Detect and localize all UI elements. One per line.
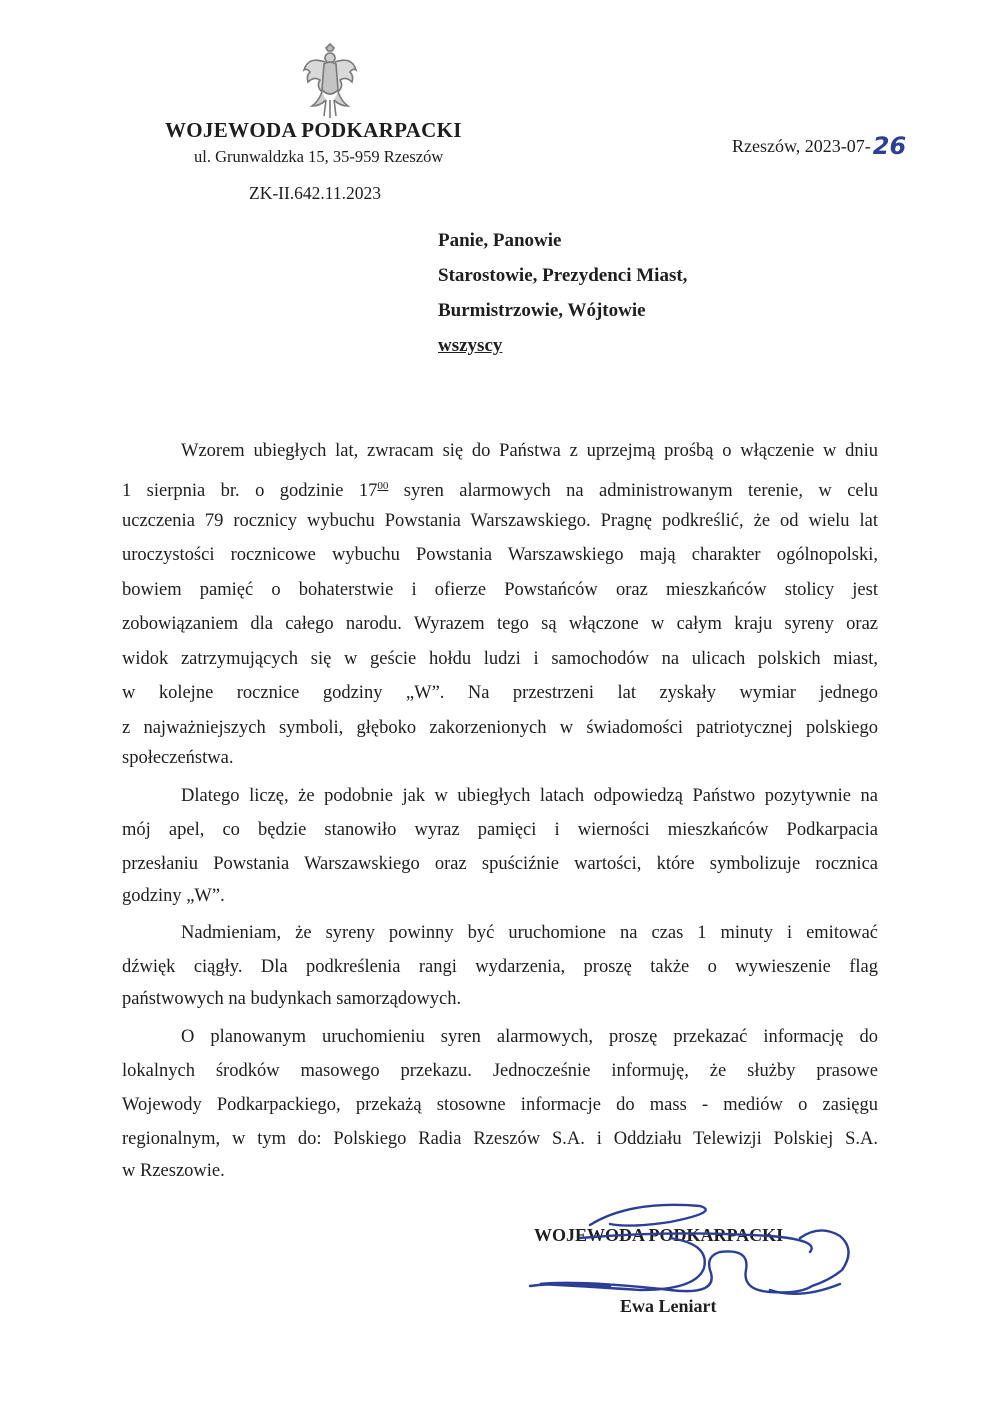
addressee-line: Starostowie, Prezydenci Miast, (438, 265, 688, 286)
letter-date (732, 130, 906, 158)
body-line: z najważniejszych symboli, głęboko zakorzenionych w świadomości patriotycznej polskiego (122, 718, 878, 738)
sender-address: ul. Grunwaldzka 15, 35-959 Rzeszów (194, 147, 444, 166)
body-line: przesłaniu Powstania Warszawskiego oraz spuściźnie wartości, które symbolizuje rocznica (122, 854, 878, 874)
body-line: Dlatego liczę, że podobnie jak w ubiegłych latach odpowiedzą Państwo pozytywnie na (181, 786, 878, 806)
date-day-handwritten: 26 (872, 132, 907, 160)
date-prefix: Rzeszów, 2023-07- (732, 136, 871, 156)
addressee-line: Burmistrzowie, Wójtowie (438, 300, 646, 321)
body-line: widok zatrzymujących się w geście hołdu ludzi i samochodów na ulicach polskich miast, (122, 649, 878, 669)
body-line: państwowych na budynkach samorządowych. (122, 989, 462, 1009)
body-line: w kolejne rocznice godziny „W”. Na przestrzeni lat zyskały wymiar jednego (122, 683, 878, 703)
handwritten-signature (520, 1190, 860, 1320)
body-line: Nadmieniam, że syreny powinny być uruchomione na czas 1 minuty i emitować (181, 923, 878, 943)
body-line: uroczystości rocznicowe wybuchu Powstania Warszawskiego mają charakter ogólnopolski, (122, 545, 878, 565)
body-line: dźwięk ciągły. Dla podkreślenia rangi wydarzenia, proszę także o wywieszenie flag (122, 957, 878, 977)
body-line: społeczeństwa. (122, 748, 234, 768)
white-eagle-emblem-icon (298, 42, 362, 122)
body-line: regionalnym, w tym do: Polskiego Radia Rzeszów S.A. i Oddziału Telewizji Polskiej S.A. (122, 1129, 878, 1149)
signature-name: Ewa Leniart (620, 1296, 717, 1316)
body-text: syren alarmowych na administrowanym terenie, w celu (388, 481, 879, 501)
reference-number: ZK-II.642.11.2023 (249, 183, 382, 203)
body-line: Wojewody Podkarpackiego, przekażą stosowne informacje do mass - mediów o zasięgu (122, 1095, 878, 1115)
body-line: zobowiązaniem dla całego narodu. Wyrazem tego są włączone w całym kraju syreny oraz (122, 614, 878, 634)
body-line: godziny „W”. (122, 886, 225, 906)
addressee-line: Panie, Panowie (438, 230, 562, 251)
body-line: bowiem pamięć o bohaterstwie i ofierze Powstańców oraz mieszkańców stolicy jest (122, 580, 878, 600)
body-line: Wzorem ubiegłych lat, zwracam się do Państwa z uprzejmą prośbą o włączenie w dniu (181, 441, 878, 461)
body-line: mój apel, co będzie stanowiło wyraz pamięci i wierności mieszkańców Podkarpacia (122, 820, 878, 840)
signature-title: WOJEWODA PODKARPACKI (534, 1225, 784, 1245)
addressee-line: wszyscy (438, 335, 503, 356)
sender-organization: WOJEWODA PODKARPACKI (165, 118, 462, 142)
body-line (122, 475, 878, 502)
body-line: O planowanym uruchomieniu syren alarmowych, proszę przekazać informację do (181, 1027, 878, 1047)
body-line: lokalnych środków masowego przekazu. Jednocześnie informuję, że służby prasowe (122, 1061, 878, 1081)
time-superscript: 00 (377, 480, 389, 492)
body-line: uczczenia 79 rocznicy wybuchu Powstania Warszawskiego. Pragnę podkreślić, że od wielu lat (122, 511, 878, 531)
body-line: w Rzeszowie. (122, 1161, 225, 1181)
body-text: 1 sierpnia br. o godzinie 17 (122, 481, 378, 501)
